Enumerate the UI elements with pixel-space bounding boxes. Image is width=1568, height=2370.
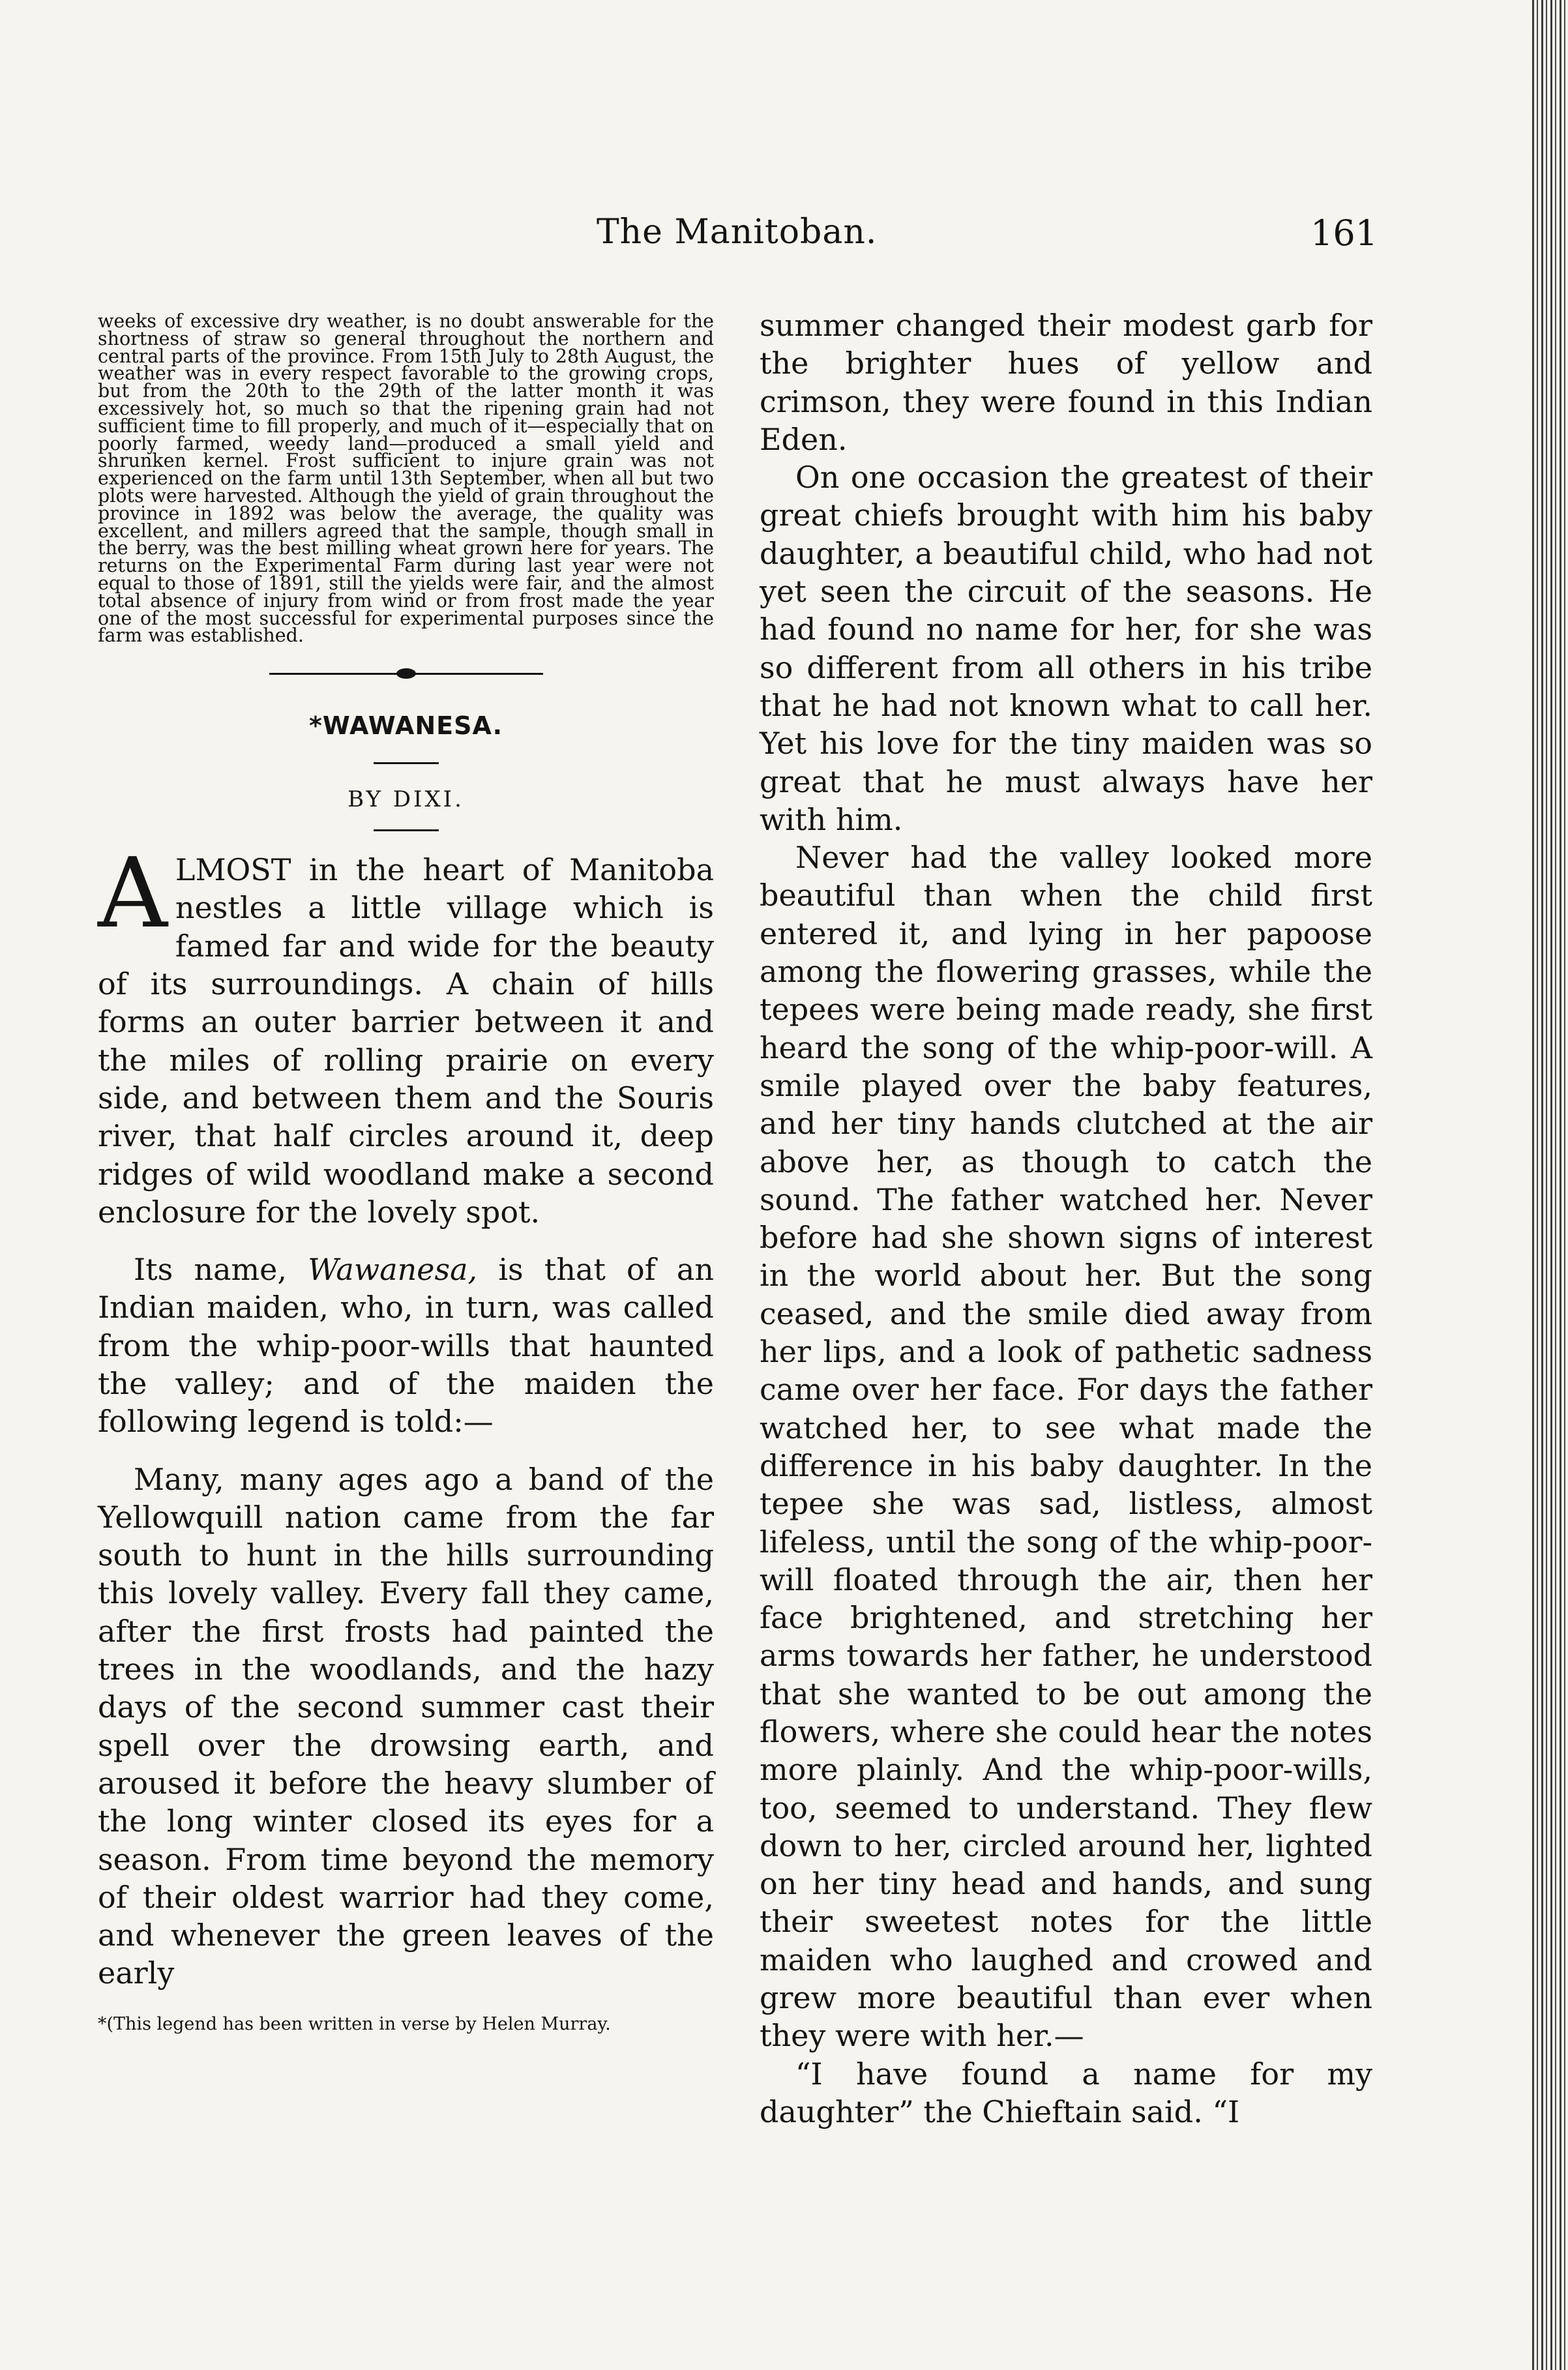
- story-paragraph-3: Many, many ages ago a band of the Yellowquill nation came from the far south to hunt in the hills surrounding this lovely valley. Every fall they came, after the first frosts had painted the trees in the woodlands, and the hazy days of the second summer cast their spell over the drowsing earth, and aroused it before the heavy slumber of the long winter closed its eyes for a season. From time beyond the memory of their oldest warrior had they come, and whenever the green leaves of the early: [98, 1461, 714, 1991]
- story-paragraph-7: “I have found a name for my daughter” the Chieftain said. “I: [760, 2056, 1372, 2129]
- right-column: [760, 306, 1372, 2131]
- byline-rule: [374, 829, 439, 831]
- story-paragraph-1: [98, 837, 714, 1231]
- report-paragraph: weeks of excessive dry weather, is no doubt answerable for the shortness of straw so general throughout the northern and central parts of the province. From 15th July to 28th August, the weather was in every respect favorable to the growing crops, but from the 20th to the 29th of the latter month it was excessively hot, so much so that the ripening grain had not sufficient time to fill properly, and much of it—especially that on poorly farmed, weedy land—produced a small yield and shrunken kernel. Frost sufficient to injure grain was not experienced on the farm until 13th September, when all but two plots were harvested. Although the yield of grain throughout the province in 1892 was below the average, the quality was excellent, and millers agreed that the sample, though small in the berry, was the best milling wheat grown here for years. The returns on the Experimental Farm during last year were not equal to those of 1891, still the yields were fair, and the almost total absence of injury from wind or from frost made the year one of the most successful for experimental purposes since the farm was established.: [98, 310, 714, 647]
- page-number: 161: [1310, 213, 1378, 254]
- running-head: The Manitoban.: [597, 213, 878, 252]
- paragraph-2-lead: Its name,: [134, 1252, 308, 1288]
- village-name-italic: Wawanesa,: [308, 1252, 478, 1288]
- footnote: *(This legend has been written in verse by Helen Murray.: [98, 2013, 611, 2034]
- story-paragraph-4: summer changed their modest garb for the brighter hues of yellow and crimson, they were found in this Indian Eden.: [760, 308, 1372, 457]
- title-rule: [374, 762, 439, 764]
- left-column: [98, 310, 714, 2036]
- story-paragraph-5: On one occasion the greatest of their great chiefs brought with him his baby daughter, a beautiful child, who had not yet seen the circuit of the seasons. He had found no name for her, for she was so different from all others in his tribe that he had not known what to call her. Yet his love for the tiny maiden was so great that he must always have her with him.: [760, 460, 1372, 837]
- story-paragraph-6: Never had the valley looked more beautiful than when the child first entered it, and lying in her papoose among the flowering grasses, while the tepees were being made ready, she first heard the song of the whip-poor-will. A smile played over the baby features, and her tiny hands clutched at the air above her, as though to catch the sound. The father watched her. Never before had she shown signs of interest in the world about her. But the song ceased, and the smile died away from her lips, and a look of pathetic sadness came over her face. For days the father watched her, to see what made the difference in his baby daughter. In the tepee she was sad, listless, almost lifeless, until the song of the whip-poor-will floated through the air, then her face brightened, and stretching her arms towards her father, he understood that she wanted to be out among the flowers, where she could hear the notes more plainly. And the whip-poor-wills, too, seemed to understand. They flew down to her, circled around her, lighted on her tiny head and hands, and sung their sweetest notes for the little maiden who laughed and crowed and grew more beautiful than ever when they were with her.—: [760, 840, 1372, 2054]
- page-edge-shadow: [1532, 0, 1568, 2370]
- drop-cap: A: [98, 837, 168, 950]
- section-divider-ornament: [269, 668, 543, 679]
- paragraph-1-text: LMOST in the heart of Manitoba nestles a little village which is famed far and wide for the beauty of its surroundings. A chain of hills forms an outer barrier between it and the miles of rolling prairie on every side, and between them and the Souris river, that half circles around it, deep ridges of wild woodland make a second enclosure for the lovely spot.: [98, 852, 714, 1230]
- story-title: *WAWANESA.: [308, 711, 503, 741]
- story-paragraph-2: [98, 1251, 714, 1440]
- byline: BY DIXI.: [348, 786, 464, 813]
- paragraph-2-rest: is that of an Indian maiden, who, in turn, was called from the whip-poor-wills that haunted the valley; and of the maiden the following legend is told:—: [98, 1252, 714, 1440]
